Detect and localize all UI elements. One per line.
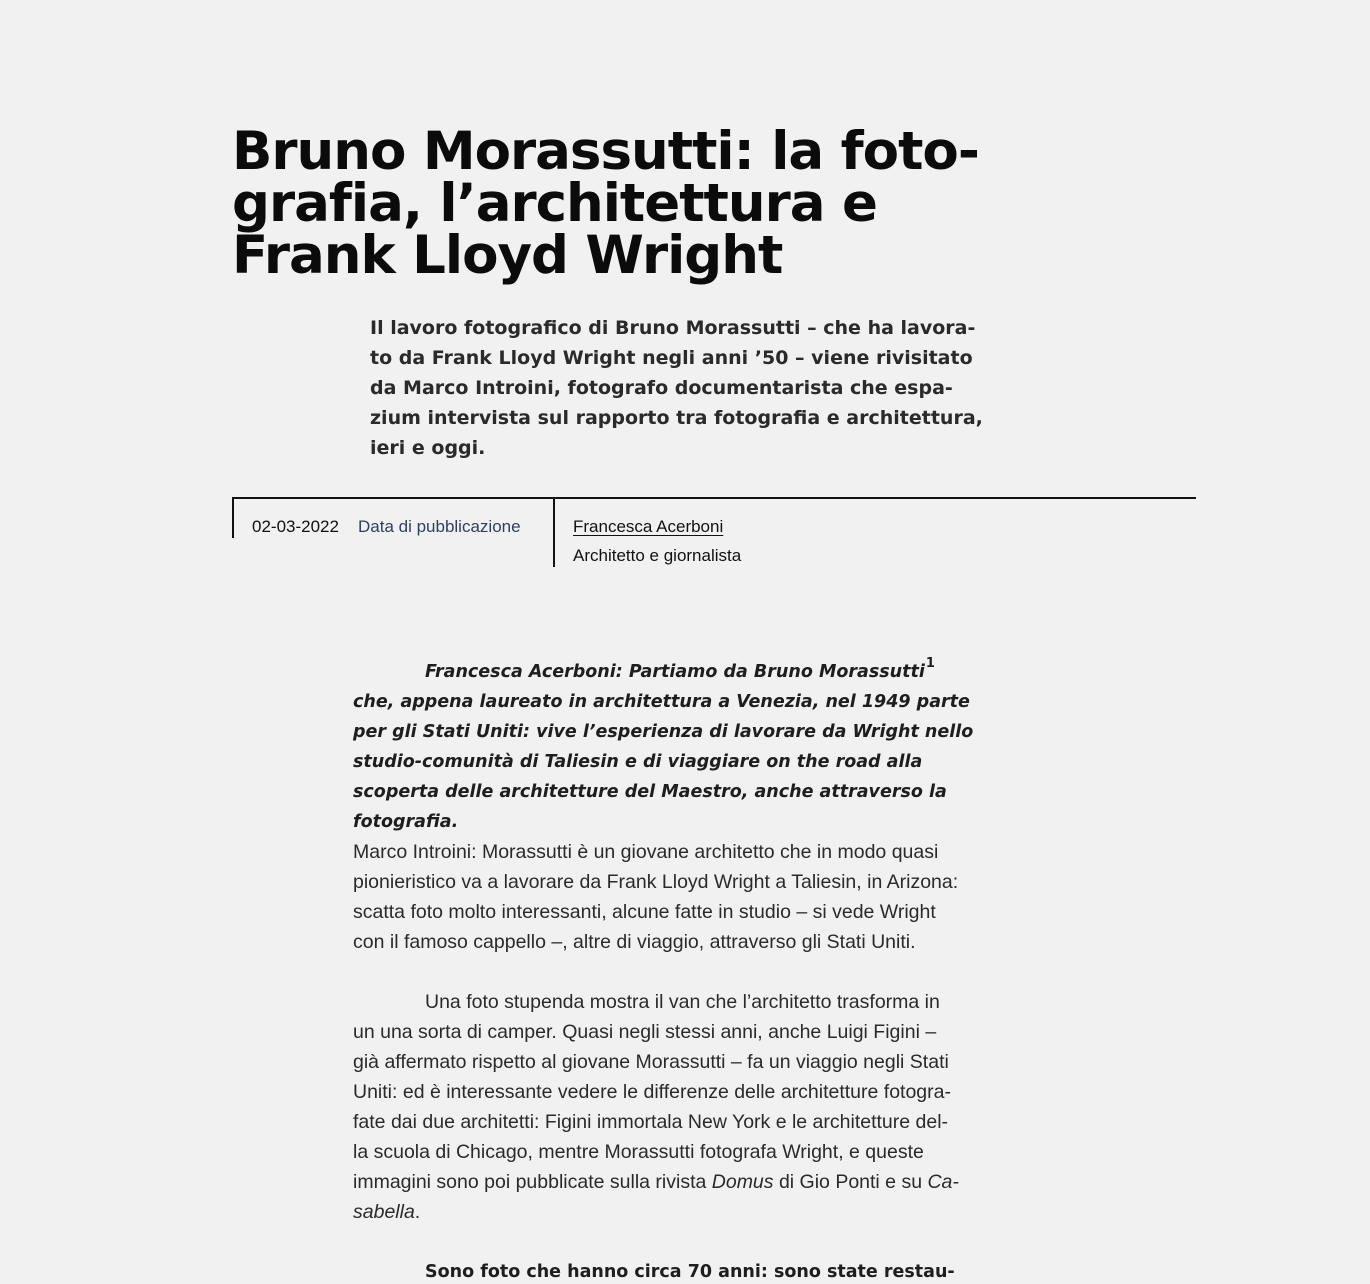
subtitle-line: ieri e oggi. <box>370 437 486 459</box>
magazine-title: sabella <box>353 1201 415 1223</box>
interview-question <box>353 1257 1013 1284</box>
question-line: che, appena laureato in architettura a Venezia, nel 1949 parte <box>353 692 970 712</box>
meta-divider-left <box>232 497 234 538</box>
article-subtitle <box>370 313 1070 463</box>
author-role: Architetto e giornalista <box>573 546 742 565</box>
question-line: Sono foto che hanno circa 70 anni: sono state restau- <box>425 1262 955 1282</box>
question-line: fotografia. <box>353 812 459 832</box>
article-title-line: Frank Lloyd Wright <box>232 225 783 286</box>
article-title-line: grafia, l’architettura e <box>232 173 877 234</box>
interview-answer <box>353 837 1013 957</box>
question-line: scoperta delle architetture del Maestro, anche attraverso la <box>353 782 947 802</box>
paragraph-line: Una foto stupenda mostra il van che l’architetto trasforma in <box>425 991 940 1013</box>
answer-line: pionieristico va a lavorare da Frank Lloyd Wright a Taliesin, in Arizona: <box>353 871 959 893</box>
magazine-title: Ca- <box>927 1171 959 1193</box>
paragraph-line: Uniti: ed è interessante vedere le differenze delle architetture fotogra- <box>353 1081 951 1103</box>
magazine-title: Domus <box>711 1171 774 1193</box>
author-link[interactable]: Francesca Acerboni <box>573 517 724 536</box>
meta-divider-middle <box>553 497 555 567</box>
subtitle-line: zium intervista sul rapporto tra fotografia e architettura, <box>370 407 983 429</box>
paragraph-line: fate dai due architetti: Figini immortala New York e le architetture del- <box>353 1111 949 1133</box>
question-line-text: Francesca Acerboni: Partiamo da Bruno Morassutti <box>425 662 925 682</box>
meta-divider-top <box>232 497 1196 499</box>
answer-line: con il famoso cappello –, altre di viaggio, attraverso gli Stati Uniti. <box>353 931 916 953</box>
question-line: per gli Stati Uniti: vive l’esperienza di lavorare da Wright nello <box>353 722 974 742</box>
paragraph-text: di Gio Ponti e su <box>773 1171 928 1193</box>
answer-paragraph <box>353 987 1013 1227</box>
question-line: studio-comunità di Taliesin e di viaggiare on the road alla <box>353 752 923 772</box>
footnote-marker[interactable]: 1 <box>925 656 935 671</box>
paragraph-line <box>353 1167 1013 1197</box>
answer-line: scatta foto molto interessanti, alcune fatte in studio – si vede Wright <box>353 901 936 923</box>
subtitle-line: Il lavoro fotografico di Bruno Morassutti – che ha lavora- <box>370 317 976 339</box>
article-title <box>232 121 1192 286</box>
paragraph-text: immagini sono poi pubblicate sulla rivista <box>353 1171 712 1193</box>
paragraph-spacer <box>353 957 1013 987</box>
paragraph-line: già affermato rispetto al giovane Morassutti – fa un viaggio negli Stati <box>353 1051 949 1073</box>
paragraph-line <box>353 1197 1013 1227</box>
subtitle-line: da Marco Introini, fotografo documentarista che espa- <box>370 377 953 399</box>
paragraph-text: . <box>414 1201 421 1223</box>
paragraph-line: la scuola di Chicago, mentre Morassutti fotografa Wright, e queste <box>353 1141 924 1163</box>
publication-date: 02-03-2022 <box>252 517 339 536</box>
subtitle-line: to da Frank Lloyd Wright negli anni ’50 – viene rivisitato <box>370 347 973 369</box>
article-title-line: Bruno Morassutti: la foto- <box>232 121 979 182</box>
paragraph-line: un una sorta di camper. Quasi negli stessi anni, anche Luigi Figini – <box>353 1021 937 1043</box>
interview-question <box>353 657 1013 837</box>
answer-line: Marco Introini: Morassutti è un giovane architetto che in modo quasi <box>353 841 939 863</box>
article-body <box>353 657 1013 1284</box>
paragraph-spacer <box>353 1227 1013 1257</box>
question-line <box>353 657 1013 687</box>
publication-date-label: Data di pubblicazione <box>358 517 521 536</box>
